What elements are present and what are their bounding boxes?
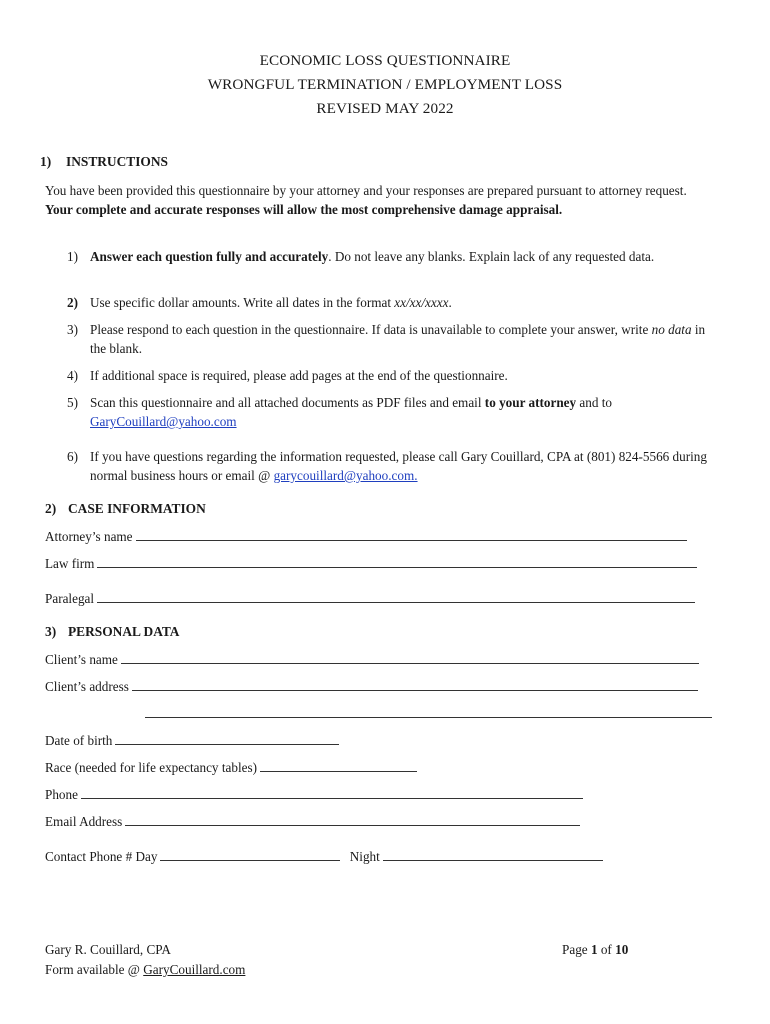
instruction-item-2 xyxy=(67,293,712,312)
race-input[interactable] xyxy=(260,759,417,772)
item-text-end: . xyxy=(448,295,452,310)
section-title: PERSONAL DATA xyxy=(68,624,180,639)
intro-emphasis: Your complete and accurate responses will allow the most comprehensive damage appraisal. xyxy=(45,202,563,217)
footer-name: Gary R. Couillard, CPA xyxy=(45,942,171,957)
email-link[interactable]: garycouillard@yahoo.com. xyxy=(273,468,418,483)
item-emphasis: Answer each question fully and accurately xyxy=(90,249,329,264)
field-label: Client’s name xyxy=(45,652,118,667)
document-title xyxy=(0,49,770,121)
section-number: 1) xyxy=(40,154,52,169)
field-label: Attorney’s name xyxy=(45,529,133,544)
case-info-heading xyxy=(45,501,206,517)
page-prefix: Page xyxy=(562,942,591,957)
field-label: Contact Phone # Day xyxy=(45,849,158,864)
item-number: 4) xyxy=(67,368,78,383)
item-text: Scan this questionnaire and all attached documents as PDF files and email xyxy=(90,395,485,410)
section-title: INSTRUCTIONS xyxy=(66,154,168,169)
phone-field xyxy=(45,786,583,804)
item-number: 5) xyxy=(67,395,78,410)
item-text: If you have questions regarding the information requested, please call Gary Couillard, CPA at (801) 824-5566 during normal business hours or email @ xyxy=(90,449,707,483)
page-total: 10 xyxy=(615,942,629,957)
instruction-item-5 xyxy=(67,393,712,431)
item-number: 1) xyxy=(67,249,78,264)
instruction-item-1 xyxy=(67,247,712,266)
client-address-input-2[interactable] xyxy=(145,705,712,718)
dob-input[interactable] xyxy=(115,732,339,745)
section-number: 2) xyxy=(45,501,57,516)
footer-available-text: Form available @ xyxy=(45,962,144,977)
title-line-2: WRONGFUL TERMINATION / EMPLOYMENT LOSS xyxy=(207,76,563,93)
email-input[interactable] xyxy=(125,813,580,826)
item-number: 2) xyxy=(67,295,78,310)
footer-availability xyxy=(45,960,245,980)
client-name-input[interactable] xyxy=(121,651,699,664)
date-format: xx/xx/xxxx xyxy=(394,295,449,310)
instruction-item-6 xyxy=(67,447,712,485)
instruction-item-3 xyxy=(67,320,712,358)
night-phone-input[interactable] xyxy=(383,848,603,861)
field-label: Phone xyxy=(45,787,78,802)
section-number: 3) xyxy=(45,624,57,639)
item-number: 6) xyxy=(67,449,78,464)
title-line-1: ECONOMIC LOSS QUESTIONNAIRE xyxy=(259,52,511,69)
title-line-3: REVISED MAY 2022 xyxy=(316,100,454,117)
footer-left xyxy=(45,940,245,980)
paralegal-field xyxy=(45,590,695,608)
field-label: Email Address xyxy=(45,814,123,829)
page-of: of xyxy=(597,942,616,957)
personal-data-heading xyxy=(45,624,179,640)
intro-text: You have been provided this questionnaire by your attorney and your responses are prepared pursuant to attorney request. xyxy=(45,183,687,198)
field-label: Client’s address xyxy=(45,679,129,694)
instructions-intro xyxy=(45,181,710,219)
paralegal-input[interactable] xyxy=(97,590,695,603)
page-current: 1 xyxy=(590,942,598,957)
attorney-name-input[interactable] xyxy=(136,528,687,541)
day-phone-input[interactable] xyxy=(160,848,340,861)
dob-field xyxy=(45,732,339,750)
item-text: If additional space is required, please add pages at the end of the questionnaire. xyxy=(90,368,508,383)
field-label: Date of birth xyxy=(45,733,113,748)
race-field xyxy=(45,759,417,777)
item-text-mid: and to xyxy=(576,395,613,410)
law-firm-input[interactable] xyxy=(97,555,697,568)
item-emphasis: to your attorney xyxy=(484,395,577,410)
page-number xyxy=(562,940,628,960)
night-label: Night xyxy=(349,849,380,864)
field-label: Race (needed for life expectancy tables) xyxy=(45,760,257,775)
section-title: CASE INFORMATION xyxy=(68,501,206,516)
phone-input[interactable] xyxy=(81,786,583,799)
item-text: . Do not leave any blanks. Explain lack of any requested data. xyxy=(328,249,655,264)
field-label: Law firm xyxy=(45,556,95,571)
field-label: Paralegal xyxy=(45,591,95,606)
email-link[interactable]: GaryCouillard@yahoo.com xyxy=(90,414,237,429)
item-text-end: in the blank. xyxy=(90,322,706,356)
email-field xyxy=(45,813,580,831)
client-address-input[interactable] xyxy=(132,678,698,691)
no-data-term: no data xyxy=(651,322,692,337)
instruction-item-4 xyxy=(67,366,712,385)
instructions-heading xyxy=(40,154,168,170)
client-address-line-2 xyxy=(145,705,712,723)
client-name-field xyxy=(45,651,699,669)
attorney-name-field xyxy=(45,528,687,546)
contact-phone-field xyxy=(45,848,603,866)
item-text: Use specific dollar amounts. Write all dates in the format xyxy=(90,295,395,310)
item-text: Please respond to each question in the questionnaire. If data is unavailable to complete your answer, write xyxy=(90,322,652,337)
item-number: 3) xyxy=(67,322,78,337)
law-firm-field xyxy=(45,555,697,573)
footer-site-link[interactable]: GaryCouillard.com xyxy=(143,962,246,977)
client-address-field xyxy=(45,678,698,696)
